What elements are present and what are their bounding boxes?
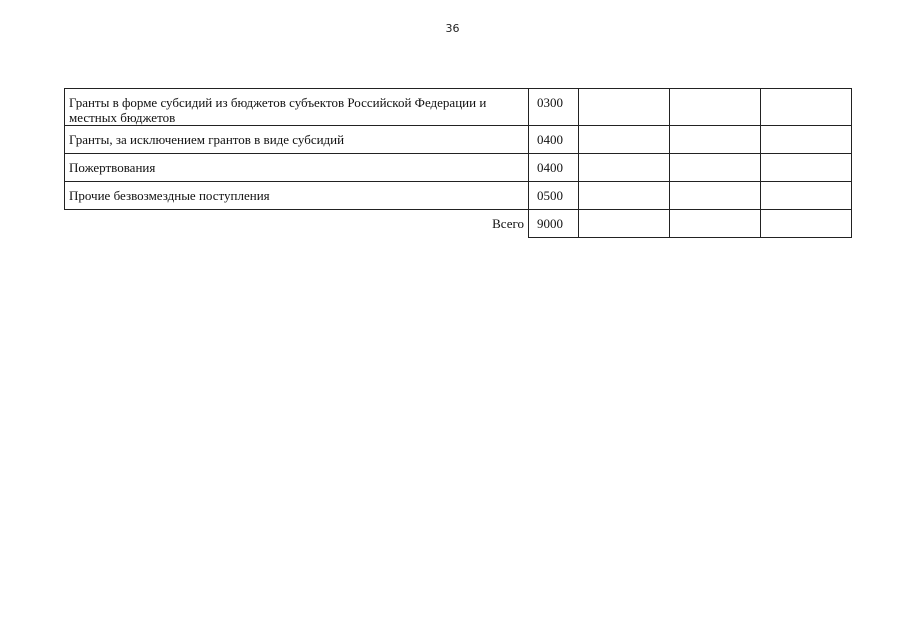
value-cell — [761, 89, 852, 126]
row-name: Гранты, за исключением грантов в виде субсидий — [65, 126, 529, 154]
table-row — [65, 89, 852, 126]
value-cell — [761, 210, 852, 238]
value-cell — [670, 89, 761, 126]
row-code: 0400 — [529, 154, 579, 182]
value-cell — [579, 126, 670, 154]
value-cell — [670, 154, 761, 182]
value-cell — [761, 154, 852, 182]
page-number: 36 — [445, 22, 460, 35]
table-row — [65, 182, 852, 210]
value-cell — [579, 89, 670, 126]
row-code: 0300 — [529, 89, 579, 126]
row-name: Пожертвования — [65, 154, 529, 182]
value-cell — [761, 182, 852, 210]
value-cell — [579, 210, 670, 238]
row-code: 0400 — [529, 126, 579, 154]
value-cell — [579, 182, 670, 210]
value-cell — [761, 126, 852, 154]
total-row — [65, 210, 852, 238]
table-row — [65, 154, 852, 182]
value-cell — [670, 182, 761, 210]
row-code: 0500 — [529, 182, 579, 210]
table-row — [65, 126, 852, 154]
value-cell — [670, 210, 761, 238]
total-label: Всего — [65, 210, 529, 238]
value-cell — [579, 154, 670, 182]
row-name: Прочие безвозмездные поступления — [65, 182, 529, 210]
row-name: Гранты в форме субсидий из бюджетов субъектов Российской Федерации и местных бюджетов — [65, 89, 529, 126]
value-cell — [670, 126, 761, 154]
total-code: 9000 — [529, 210, 579, 238]
revenue-table — [64, 88, 852, 238]
